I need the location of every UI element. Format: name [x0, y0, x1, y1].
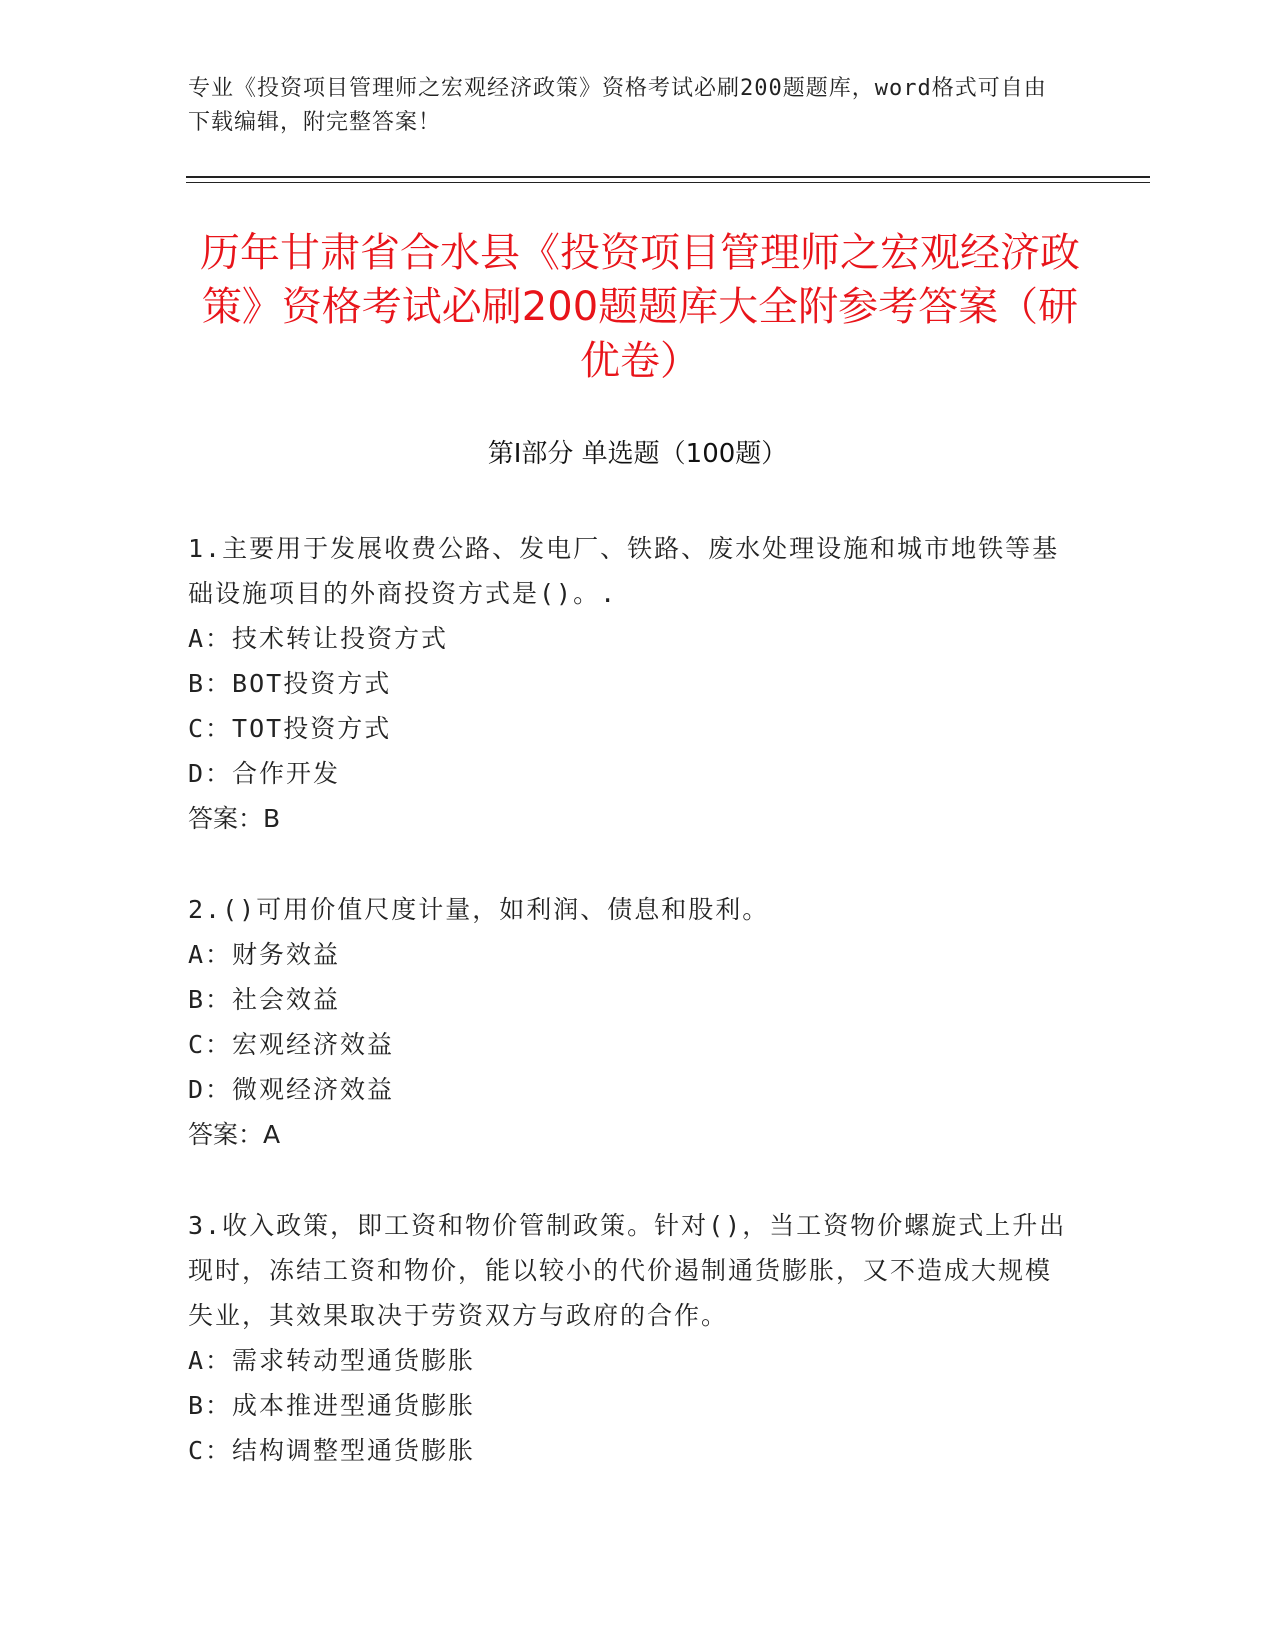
option-c: C：TOT投资方式	[188, 714, 392, 743]
option-c: C：宏观经济效益	[188, 1030, 395, 1059]
section-title: 第Ⅰ部分 单选题（100题）	[487, 439, 788, 469]
question-1	[188, 526, 1068, 841]
option-d: D：微观经济效益	[188, 1075, 395, 1104]
option-c: C：结构调整型通货膨胀	[188, 1436, 476, 1465]
question-3	[188, 1203, 1068, 1473]
question-stem: 3.收入政策，即工资和物价管制政策。针对()，当工资物价螺旋式上升出现时，冻结工资和物价，能以较小的代价遏制通货膨胀，又不造成大规模失业，其效果取决于劳资双方与政府的合作。	[188, 1211, 1067, 1330]
option-a: A：财务效益	[188, 940, 341, 969]
option-a: A：需求转动型通货膨胀	[188, 1346, 476, 1375]
option-b: B：成本推进型通货膨胀	[188, 1391, 476, 1420]
question-stem: 1.主要用于发展收费公路、发电厂、铁路、废水处理设施和城市地铁等基础设施项目的外商投资方式是()。.	[188, 534, 1060, 608]
option-b: B：BOT投资方式	[188, 669, 392, 698]
question-2	[188, 887, 1068, 1157]
header-rule-thick	[186, 176, 1150, 178]
option-b: B：社会效益	[188, 985, 341, 1014]
option-d: D：合作开发	[188, 759, 341, 788]
header-note: 专业《投资项目管理师之宏观经济政策》资格考试必刷200题题库，word格式可自由下载编辑，附完整答案！	[188, 76, 1047, 135]
answer: 答案：B	[188, 804, 281, 833]
question-list	[188, 526, 1068, 1519]
question-stem: 2.()可用价值尺度计量，如利润、债息和股利。	[188, 895, 770, 924]
answer: 答案：A	[188, 1120, 281, 1149]
option-a: A：技术转让投资方式	[188, 624, 449, 653]
header-rule-thin	[186, 182, 1150, 183]
document-title: 历年甘肃省合水县《投资项目管理师之宏观经济政策》资格考试必刷200题题库大全附参考答案（研优卷）	[200, 230, 1080, 384]
